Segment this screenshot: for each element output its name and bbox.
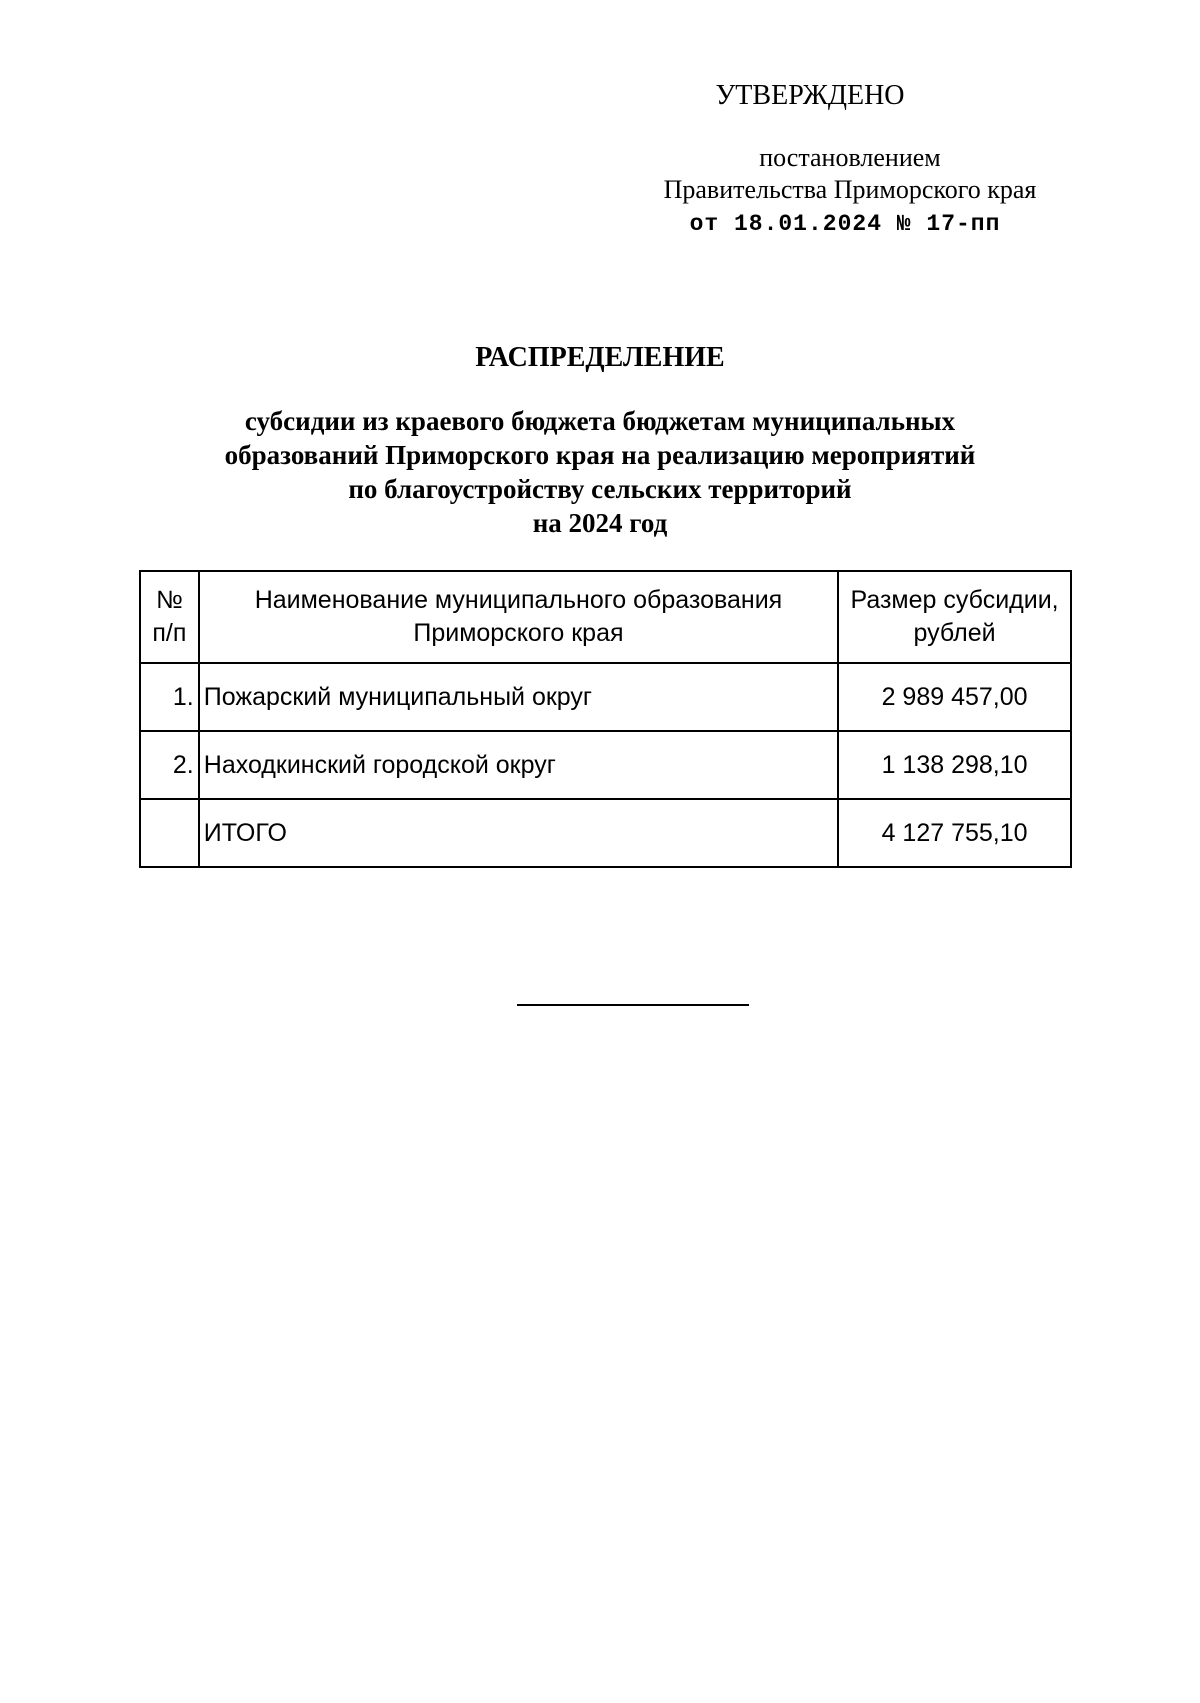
header-amount-line-1: Размер субсидии, (850, 586, 1059, 614)
header-name-line-1: Наименование муниципального образования (254, 586, 783, 614)
subtitle-line-2: образований Приморского края на реализацию мероприятий (224, 440, 976, 470)
approval-heading: УТВЕРЖДЕНО (715, 80, 905, 111)
document-title: РАСПРЕДЕЛЕНИЕ (475, 342, 725, 373)
approval-line-1: постановлением (759, 143, 941, 172)
table-total-row (140, 799, 1071, 867)
distribution-table (139, 570, 1072, 868)
header-name (199, 571, 838, 663)
end-divider (517, 1004, 749, 1006)
header-amount-line-2: рублей (913, 619, 996, 647)
subtitle-line-4: на 2024 год (532, 508, 668, 538)
row-number: 1. (140, 663, 199, 731)
table-header-row (140, 571, 1071, 663)
document-subtitle (160, 404, 1040, 540)
total-amount: 4 127 755,10 (838, 799, 1071, 867)
row-amount: 1 138 298,10 (838, 731, 1071, 799)
row-name: Пожарский муниципальный округ (199, 663, 838, 731)
table-row (140, 663, 1071, 731)
approval-block (620, 78, 1080, 240)
row-name: Находкинский городской округ (199, 731, 838, 799)
header-amount (838, 571, 1071, 663)
row-amount: 2 989 457,00 (838, 663, 1071, 731)
total-number (140, 799, 199, 867)
approval-stamp: от 18.01.2024 № 17-пп (689, 211, 1001, 237)
subtitle-line-1: субсидии из краевого бюджета бюджетам муниципальных (244, 406, 956, 436)
header-number-line-1: № (155, 586, 183, 614)
subtitle-line-3: по благоустройству сельских территорий (348, 474, 852, 504)
total-label: ИТОГО (199, 799, 838, 867)
header-number-line-2: п/п (152, 619, 187, 647)
row-number: 2. (140, 731, 199, 799)
approval-line-2: Правительства Приморского края (663, 175, 1037, 204)
table-row (140, 731, 1071, 799)
header-name-line-2: Приморского края (413, 619, 624, 647)
header-number (140, 571, 199, 663)
